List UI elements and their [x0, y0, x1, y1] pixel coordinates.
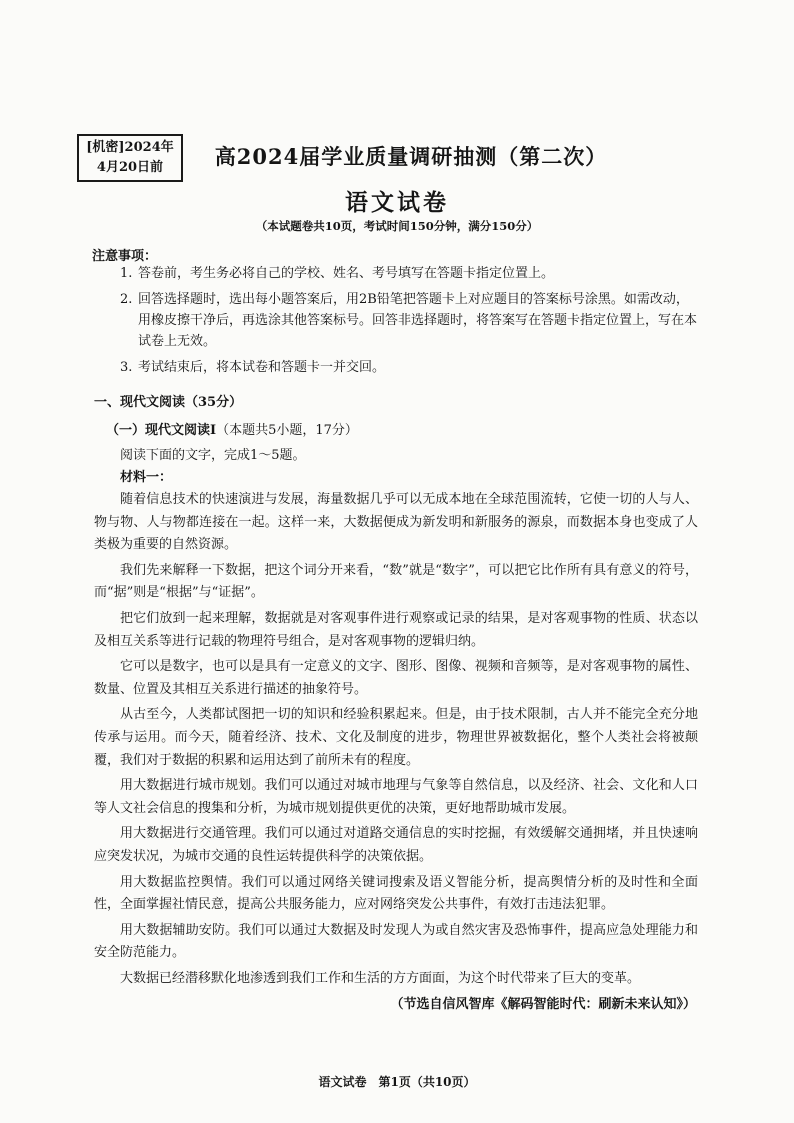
confidential-stamp	[77, 134, 183, 182]
page-footer: 语文试卷 第1页（共10页）	[318, 1075, 476, 1089]
paragraph: 我们先来解释一下数据，把这个词分开来看，“数”就是“数字”，可以把它比作所有具有意义的符号，而“据”则是“根据”与“证据”。	[94, 562, 698, 601]
source-citation: （节选自信风智库《解码智能时代：刷新未来认知》）	[390, 997, 696, 1013]
note-number: 3.	[120, 360, 133, 375]
exam-info: （本试题卷共10页，考试时间150分钟，满分150分）	[255, 219, 539, 233]
paragraph: 大数据已经潜移默化地渗透到我们工作和生活的方方面面，为这个时代带来了巨大的变革。	[120, 970, 641, 986]
reading-section	[94, 393, 698, 1016]
paper-title: 语文试卷	[345, 189, 449, 216]
note-number: 2.	[120, 292, 133, 307]
confidential-line-1: [机密]2024年	[86, 140, 174, 155]
paragraph: 它可以是数字，也可以是具有一定意义的文字、图形、图像、视频和音频等，是对客观事物的属性、数量、位置及其相互关系进行描述的抽象符号。	[94, 659, 698, 697]
note-text: 考试结束后，将本试卷和答题卡一并交回。	[138, 360, 386, 375]
subsection-title: （一）现代文阅读Ⅰ	[106, 423, 217, 438]
note-item	[120, 263, 700, 284]
exam-title: 高2024届学业质量调研抽测（第二次）	[214, 144, 608, 169]
paragraph: 用大数据进行城市规划。我们可以通过对城市地理与气象等自然信息，以及经济、社会、文化和人口等人文社会信息的搜集和分析，为城市规划提供更优的决策，更好地帮助城市发展。	[94, 778, 698, 816]
notes-label: 注意事项：	[92, 249, 158, 264]
confidential-line-2: 4月20日前	[96, 160, 164, 175]
note-text: 回答选择题时，选出每小题答案后，用2B铅笔把答题卡上对应题目的答案标号涂黑。如需改动，用橡皮擦干净后，再选涂其他答案标号。回答非选择题时，将答案写在答题卡指定位置上，写在本试卷上无效。	[138, 292, 698, 349]
subsection-heading	[106, 421, 698, 441]
paragraph: 用大数据进行交通管理。我们可以通过对道路交通信息的实时挖掘，有效缓解交通拥堵，并且快速响应突发状况，为城市交通的良性运转提供科学的决策依据。	[94, 826, 698, 864]
paragraph: 随着信息技术的快速演进与发展，海量数据几乎可以无成本地在全球范围流转，它使一切的人与人、物与物、人与物都连接在一起。这样一来，大数据便成为新发明和新服务的源泉，而数据本身也变成了人类极为重要的自然资源。	[94, 492, 698, 553]
note-number: 1.	[120, 266, 133, 281]
paragraph: 用大数据监控舆情。我们可以通过网络关键词搜索及语义智能分析，提高舆情分析的及时性和全面性，全面掌握社情民意，提高公共服务能力，应对网络突发公共事件，有效打击违法犯罪。	[94, 874, 698, 913]
note-item	[120, 357, 700, 378]
paragraph: 把它们放到一起来理解，数据就是对客观事件进行观察或记录的结果，是对客观事物的性质、状态以及相互关系等进行记载的物理符号组合，是对客观事物的逻辑归纳。	[94, 610, 698, 649]
notes-list	[120, 263, 700, 383]
reading-instruction: 阅读下面的文字，完成1～5题。	[120, 448, 306, 463]
subsection-info: （本题共5小题，17分）	[216, 423, 358, 438]
material-label: 材料一：	[120, 470, 173, 485]
note-text: 答卷前，考生务必将自己的学校、姓名、考号填写在答题卡指定位置上。	[138, 266, 555, 281]
paragraph: 用大数据辅助安防。我们可以通过大数据及时发现人为或自然灾害及恐怖事件，提高应急处理能力和安全防范能力。	[94, 922, 698, 961]
section-heading: 一、现代文阅读（35分）	[94, 395, 243, 410]
paragraph: 从古至今，人类都试图把一切的知识和经验积累起来。但是，由于技术限制，古人并不能完全充分地传承与运用。而今天，随着经济、技术、文化及制度的进步，物理世界被数据化，整个人类社会将被颠覆，我们对于数据的积累和运用达到了前所未有的程度。	[94, 707, 698, 768]
note-item	[120, 289, 700, 352]
